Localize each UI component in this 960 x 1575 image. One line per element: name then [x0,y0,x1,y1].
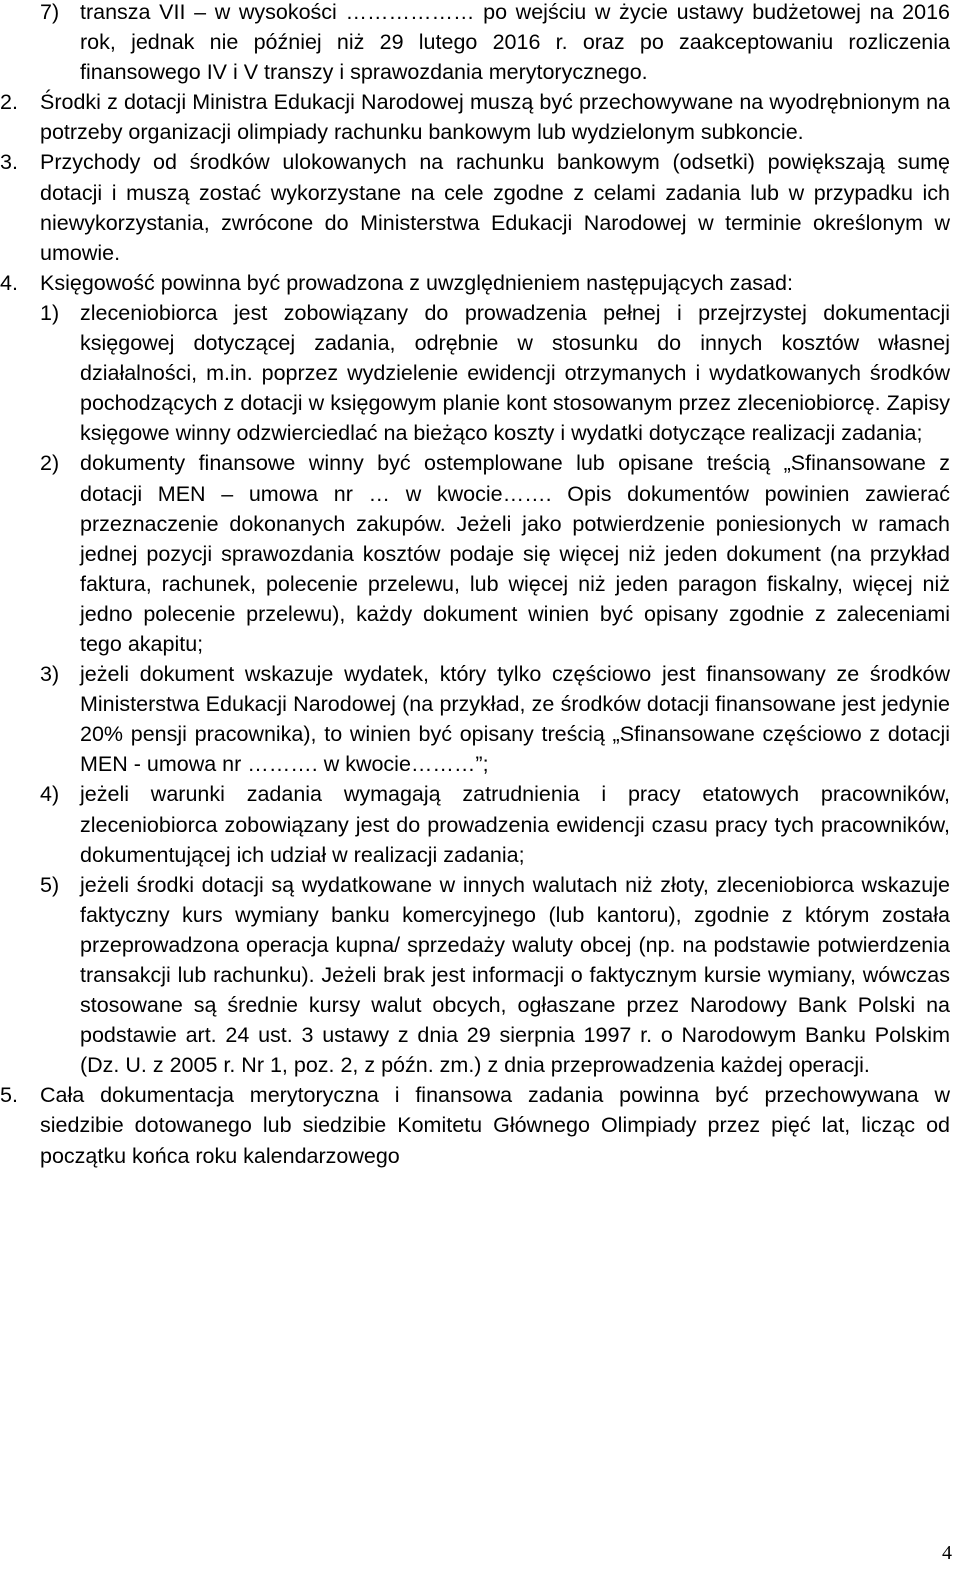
list-item-3 [40,659,950,779]
list-item-number: 7) [40,0,60,24]
list-item-1 [40,298,950,448]
list-item-text: jeżeli warunki zadania wymagają zatrudnienia i pracy etatowych pracowników, zleceniobiorca zobowiązany jest do prowadzenia ewidencji czasu pracy tych pracowników, dokumentującej ich udział w realizacji zadania; [80,782,950,867]
paragraph-5 [0,1080,950,1170]
paragraph-text: Przychody od środków ulokowanych na rachunku bankowym (odsetki) powiększają sumę dotacji i muszą zostać wykorzystane na cele zgodne z celami zadania lub w przypadku ich niewykorzystania, zwrócone do Ministerstwa Edukacji Narodowej w terminie określonym w umowie. [40,150,950,265]
paragraph-3 [0,147,950,267]
paragraph-text: Cała dokumentacja merytoryczna i finansowa zadania powinna być przechowywana w siedzibie dotowanego lub siedzibie Komitetu Głównego Olimpiady przez pięć lat, licząc od początku końca roku kalendarzowego [40,1083,950,1168]
paragraph-text: Środki z dotacji Ministra Edukacji Narodowej muszą być przechowywane na wyodrębnionym na potrzeby organizacji olimpiady rachunku bankowym lub wydzielonym subkoncie. [40,90,950,145]
list-item-text: dokumenty finansowe winny być ostemplowane lub opisane treścią „Sfinansowane z dotacji MEN – umowa nr … w kwocie……. Opis dokumentów powinien zawierać przeznaczenie dokonanych zakupów. Jeżeli jako potwierdzenie poniesionych w ramach jednej pozycji sprawozdania kosztów podaje się więcej niż jeden dokument (na przykład faktura, rachunek, polecenie przelewu, lub więcej niż jeden paragon fiskalny, więcej niż jedno polecenie przelewu), każdy dokument winien być opisany zgodnie z zaleceniami tego akapitu; [80,451,950,656]
paragraph-number: 5. [0,1083,18,1108]
paragraph-number: 3. [0,150,18,175]
list-item-2 [40,448,950,659]
list-item-number: 5) [40,872,60,897]
list-item-text: jeżeli środki dotacji są wydatkowane w innych walutach niż złoty, zleceniobiorca wskazuje faktyczny kurs wymiany banku komercyjnego (lub kantoru), zgodnie z którym została przeprowadzona operacja kupna/ sprzedaży waluty obcej (np. na podstawie potwierdzenia transakcji lub rachunku). Jeżeli brak jest informacji o faktycznym kursie wymiany, wówczas stosowane są średnie kursy walut obcych, ogłaszane przez Narodowy Bank Polski na podstawie art. 24 ust. 3 ustawy z dnia 29 sierpnia 1997 r. o Narodowym Banku Polskim (Dz. U. z 2005 r. Nr 1, poz. 2, z późn. zm.) z dnia przeprowadzenia każdej operacji. [80,872,950,1078]
list-item-number: 2) [40,451,60,476]
paragraph-number: 4. [0,270,18,295]
page-number: 4 [942,1542,952,1564]
list-item-5 [40,870,950,1081]
list-item-text: zleceniobiorca jest zobowiązany do prowadzenia pełnej i przejrzystej dokumentacji księgowej dotyczącej zadania, odrębnie w stosunku do innych kosztów własnej działalności, m.in. poprzez wydzielenie ewidencji otrzymanych i wydatkowanych środków pochodzących z dotacji w księgowym planie kont stosowanym przez zleceniobiorcę. Zapisy księgowe winny odzwierciedlać na bieżąco koszty i wydatki dotyczące realizacji zadania; [80,300,950,446]
list-item-number: 1) [40,300,60,325]
paragraph-number: 2. [0,90,18,115]
list-item-text: jeżeli dokument wskazuje wydatek, który tylko częściowo jest finansowany ze środków Ministerstwa Edukacji Narodowej (na przykład, ze środków dotacji finansowane jest jedynie 20% pensji pracownika), to winien być opisany treścią „Sfinansowane częściowo z dotacji MEN - umowa nr ………. w kwocie………”; [80,662,950,777]
list-item-number: 4) [40,782,60,807]
paragraph-4 [0,268,950,298]
list-item-number: 3) [40,662,60,687]
list-item-4 [40,779,950,869]
list-item-7 [40,0,950,87]
paragraph-2 [0,87,950,147]
list-item-text: transza VII – w wysokości ……………… po wejściu w życie ustawy budżetowej na 2016 rok, jednak nie później niż 29 lutego 2016 r. oraz po zaakceptowaniu rozliczenia finansowego IV i V transzy i sprawozdania merytorycznego. [80,0,950,85]
paragraph-text: Księgowość powinna być prowadzona z uwzględnieniem następujących zasad: [40,270,793,295]
